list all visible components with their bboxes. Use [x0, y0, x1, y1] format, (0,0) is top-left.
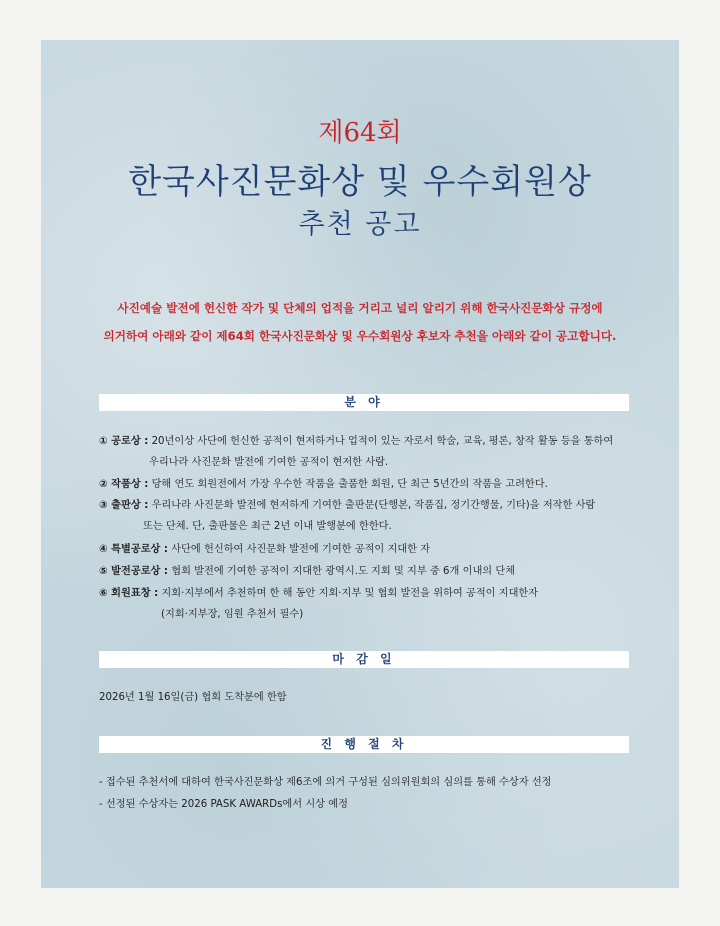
edition-number: 제64회 [318, 118, 402, 148]
intro-paragraph [41, 294, 679, 350]
page-title: 한국사진문화상 및 우수회원상 [128, 162, 592, 202]
item-label: ⑤ 발전공로상 : [99, 566, 168, 577]
list-item [99, 475, 548, 490]
item-text: 협회 발전에 기여한 공적이 지대한 광역시.도 지회 및 지부 중 6개 이내의 단체 [171, 566, 516, 577]
item-label: ② 작품상 : [99, 479, 149, 490]
item-continuation: (지회·지부장, 임원 추천서 필수) [161, 609, 304, 620]
section-heading-field: 분 야 [99, 394, 629, 411]
item-label: ① 공로상 : [99, 436, 149, 447]
list-item [99, 540, 430, 555]
item-continuation: 우리나라 사진문화 발전에 기여한 공적이 현저한 사람. [149, 457, 389, 468]
intro-line: 사진예술 발전에 헌신한 작가 및 단체의 업적을 거리고 널리 알리기 위해 한국사진문화상 규정에 [117, 301, 603, 315]
list-item [99, 562, 515, 577]
list-item [99, 496, 595, 532]
item-label: ③ 출판상 : [99, 500, 149, 511]
deadline-text: 2026년 1월 16일(금) 협회 도착분에 한함 [99, 692, 287, 703]
item-text: 우리나라 사진문화 발전에 현저하게 기여한 출판문(단행본, 작품집, 정기간행물, 기타)을 저작한 사람 [151, 500, 596, 511]
section-heading-procedure: 진 행 절 차 [99, 736, 629, 753]
list-item [99, 584, 538, 620]
announcement-poster [41, 40, 679, 888]
list-item [99, 432, 613, 468]
item-label: ⑥ 회원표창 : [99, 588, 159, 599]
procedure-line: - 선정된 수상자는 2026 PASK AWARDs에서 시상 예정 [99, 799, 348, 810]
intro-line: 의거하여 아래와 같이 제64회 한국사진문화상 및 우수회원상 후보자 추천을 아래와 같이 공고합니다. [103, 329, 617, 343]
item-continuation: 또는 단체. 단, 출판물은 최근 2년 이내 발행분에 한한다. [143, 521, 392, 532]
item-text: 20년이상 사단에 헌신한 공적이 현저하거나 업적이 있는 자로서 학술, 교육, 평론, 창작 활동 등을 통하여 [151, 436, 614, 447]
item-text: 지회·지부에서 추천하며 한 해 동안 지회·지부 및 협회 발전을 위하여 공적이 지대한자 [161, 588, 539, 599]
item-text: 사단에 헌신하여 사진문화 발전에 기여한 공적이 지대한 자 [171, 544, 431, 555]
section-heading-deadline: 마 감 일 [99, 651, 629, 668]
page-subtitle: 추천 공고 [298, 209, 422, 240]
procedure-line: - 접수된 추천서에 대하여 한국사진문화상 제6조에 의거 구성된 심의위원회의 심의를 통해 수상자 선정 [99, 777, 552, 788]
item-label: ④ 특별공로상 : [99, 544, 168, 555]
item-text: 당해 연도 회원전에서 가장 우수한 작품을 출품한 회원, 단 최근 5년간의 작품을 고려한다. [151, 479, 548, 490]
